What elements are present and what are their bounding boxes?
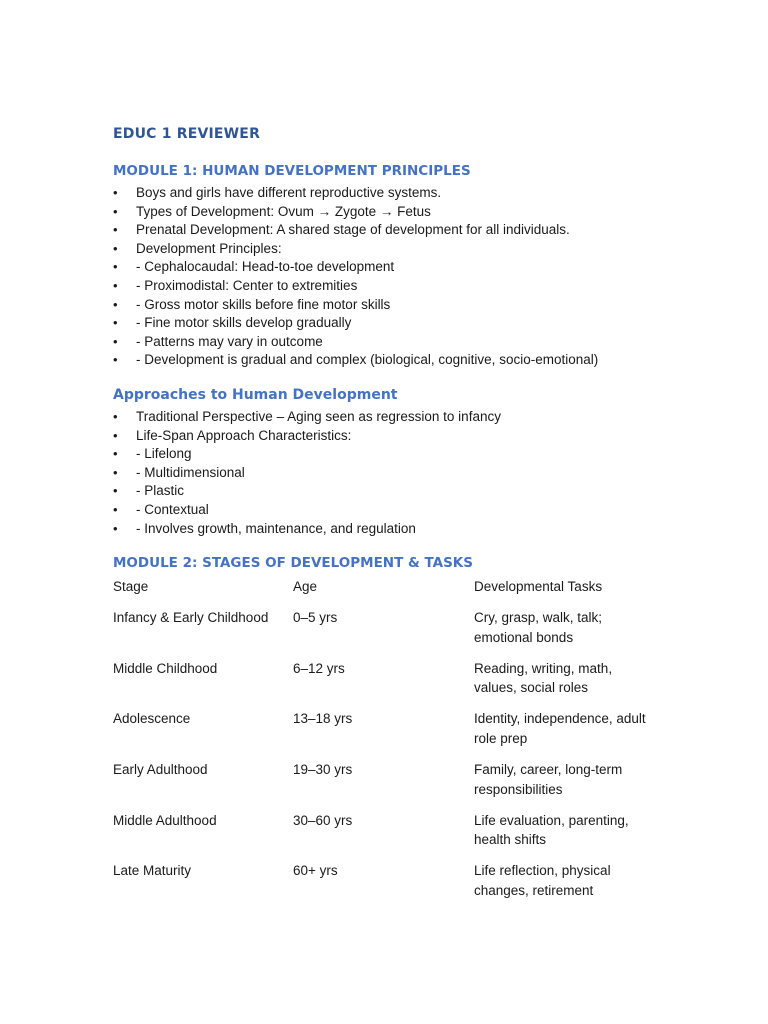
bullet-icon: • [113,520,118,536]
table-row [113,811,673,862]
list-item: • - Development is gradual and complex (biological, cognitive, socio-emotional) [113,351,598,370]
list-item: • - Proximodistal: Center to extremities [113,277,598,296]
age-cell: 19–30 yrs [293,762,353,778]
list-item: • Development Principles: [113,240,598,259]
module1-heading: MODULE 1: HUMAN DEVELOPMENT PRINCIPLES [113,163,471,179]
bullet-icon: • [113,352,118,368]
list-item: • Boys and girls have different reproductive systems. [113,184,598,203]
module1-list [113,184,598,370]
bullet-icon: • [113,203,118,219]
bullet-icon: • [113,315,118,331]
document-title: EDUC 1 REVIEWER [113,126,261,142]
age-cell: 13–18 yrs [293,711,353,727]
bullet-icon: • [113,446,118,462]
stage-cell: Infancy & Early Childhood [113,610,269,625]
stage-cell: Middle Childhood [113,660,218,676]
list-item: • - Multidimensional [113,464,501,483]
list-item: • Types of Development: Ovum → Zygote → Fetus [113,203,598,222]
tasks-cell: Life evaluation, parenting, health shifts [474,812,629,848]
stage-cell: Middle Adulthood [113,812,217,828]
tasks-cell: Family, career, long-term responsibilities [474,762,623,797]
tasks-cell: Life reflection, physical changes, retirement [474,863,611,898]
stage-cell: Adolescence [113,711,191,727]
bullet-icon: • [113,464,118,480]
age-cell: 60+ yrs [293,863,338,879]
age-cell: 0–5 yrs [293,610,338,625]
list-item: • - Contextual [113,501,501,520]
table-header-row [113,577,673,608]
table-row [113,760,673,811]
list-item: • - Cephalocaudal: Head-to-toe development [113,258,598,277]
list-item: • Life-Span Approach Characteristics: [113,427,501,446]
bullet-icon: • [113,409,118,424]
module2-heading: MODULE 2: STAGES OF DEVELOPMENT & TASKS [113,555,473,571]
bullet-icon: • [113,277,118,293]
column-header-tasks: Developmental Tasks [474,579,603,594]
age-cell: 6–12 yrs [293,660,345,676]
column-header-stage: Stage [113,579,149,594]
list-item: • Traditional Perspective – Aging seen as regression to infancy [113,408,501,427]
stages-table [113,577,673,912]
table-row [113,861,673,912]
tasks-cell: Cry, grasp, walk, talk; emotional bonds [474,610,603,645]
tasks-cell: Identity, independence, adult role prep [474,711,646,746]
list-item: • - Gross motor skills before fine motor skills [113,296,598,315]
bullet-icon: • [113,240,118,256]
stage-cell: Late Maturity [113,863,192,879]
list-item: • - Involves growth, maintenance, and regulation [113,520,501,539]
column-header-age: Age [293,579,318,594]
bullet-icon: • [113,427,118,443]
bullet-icon: • [113,185,118,200]
bullet-icon: • [113,222,118,238]
list-item: • - Fine motor skills develop gradually [113,314,598,333]
table-row [113,608,673,659]
bullet-icon: • [113,259,118,275]
table-row [113,709,673,760]
bullet-icon: • [113,333,118,349]
table-row [113,659,673,710]
age-cell: 30–60 yrs [293,812,353,828]
stage-cell: Early Adulthood [113,762,208,778]
bullet-icon: • [113,483,118,499]
approaches-heading: Approaches to Human Development [113,387,398,403]
tasks-cell: Reading, writing, math, values, social roles [474,660,613,696]
bullet-icon: • [113,501,118,517]
list-item: • - Patterns may vary in outcome [113,333,598,352]
list-item: • Prenatal Development: A shared stage of development for all individuals. [113,221,598,240]
approaches-list [113,408,501,538]
list-item: • - Lifelong [113,445,501,464]
list-item: • - Plastic [113,482,501,501]
bullet-icon: • [113,296,118,312]
